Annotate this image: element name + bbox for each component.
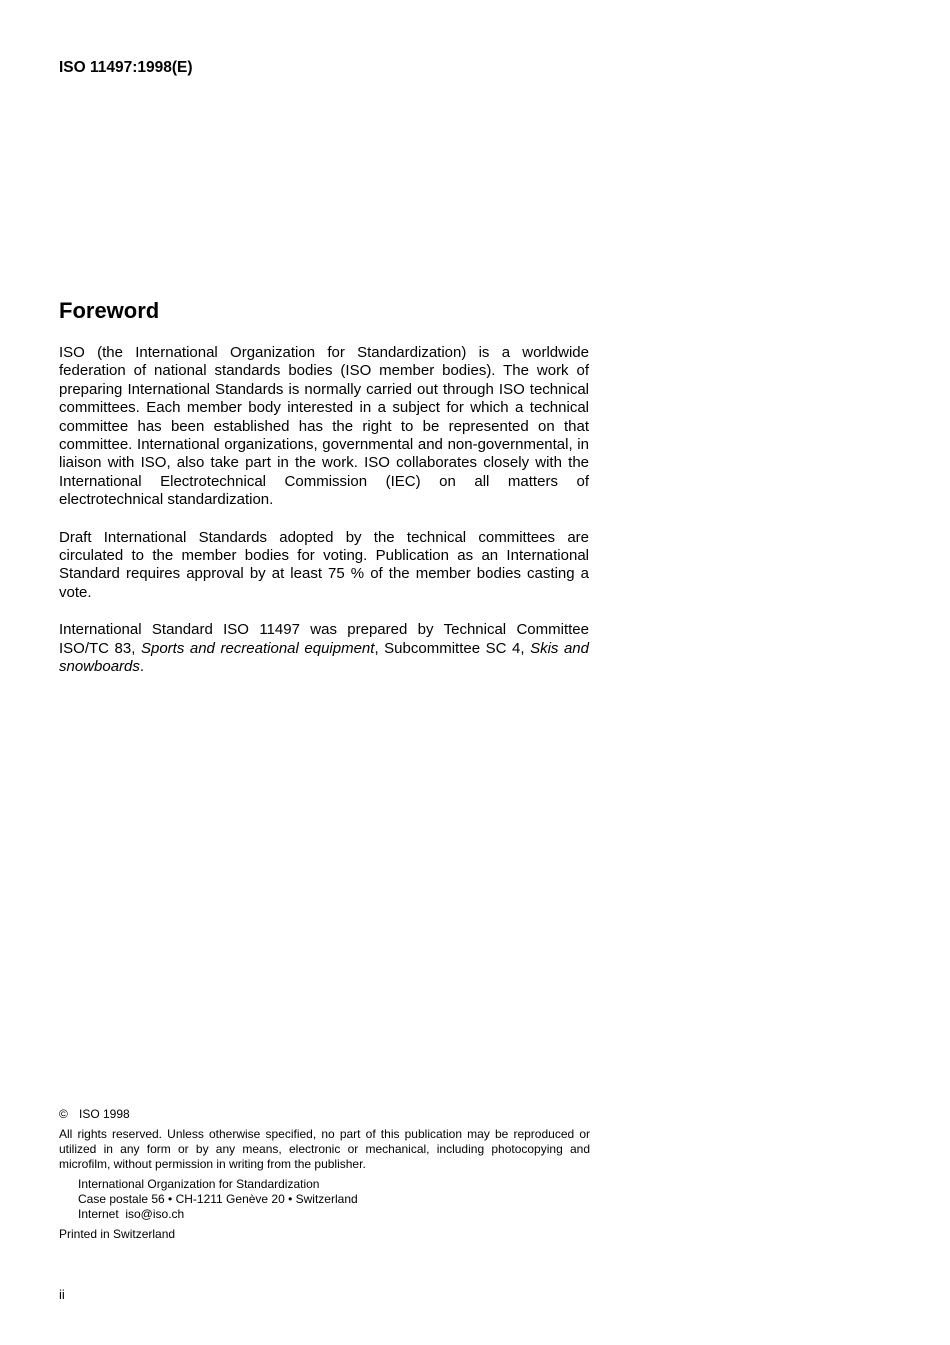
paragraph-3-text-3: . [139,658,145,676]
foreword-paragraph-3 [59,621,589,676]
internet-label: Internet [78,1207,119,1221]
internet-email: iso@iso.ch [125,1207,185,1221]
address-postal: Case postale 56 • CH-1211 Genève 20 • Switzerland [78,1192,358,1206]
foreword-title: Foreword [59,298,160,323]
document-id: ISO 11497:1998(E) [59,59,193,76]
committee-name: Sports and recreational equipment [140,639,375,657]
copyright-block [59,1107,590,1242]
printed-in: Printed in Switzerland [59,1227,176,1241]
paragraph-3-text-2: , Subcommittee SC 4, [374,639,531,657]
foreword-body [59,344,589,696]
address-org: International Organization for Standardization [78,1177,320,1191]
address-internet [78,1207,590,1222]
page-number: ii [59,1287,65,1302]
copyright-text: ISO 1998 [79,1107,130,1121]
copyright-icon: © [59,1107,68,1121]
publisher-address [78,1177,590,1222]
copyright-line [59,1107,590,1122]
subcommittee-name: Skis and snowboards [59,639,589,676]
foreword-paragraph-1: ISO (the International Organization for Standardization) is a worldwide federation of national standards bodies (ISO member bodies). The work of preparing International Standards is normally carried out through ISO technical committees. Each member body interested in a subject for which a technical committee has been established has the right to be represented on that committee. International organizations, governmental and non-governmental, in liaison with ISO, also take part in the work. ISO collaborates closely with the International Electrotechnical Commission (IEC) on all matters of electrotechnical standardization. [59,344,589,509]
paragraph-3-text-1: International Standard ISO 11497 was prepared by Technical Committee ISO/TC 83, [59,621,589,657]
rights-statement: All rights reserved. Unless otherwise specified, no part of this publication may be reproduced or utilized in any form or by any means, electronic or mechanical, including photocopying and microfilm, without permission in writing from the publisher. [59,1127,590,1171]
foreword-paragraph-2: Draft International Standards adopted by the technical committees are circulated to the member bodies for voting. Publication as an International Standard requires approval by at least 75 % of the member bodies casting a vote. [59,528,589,601]
